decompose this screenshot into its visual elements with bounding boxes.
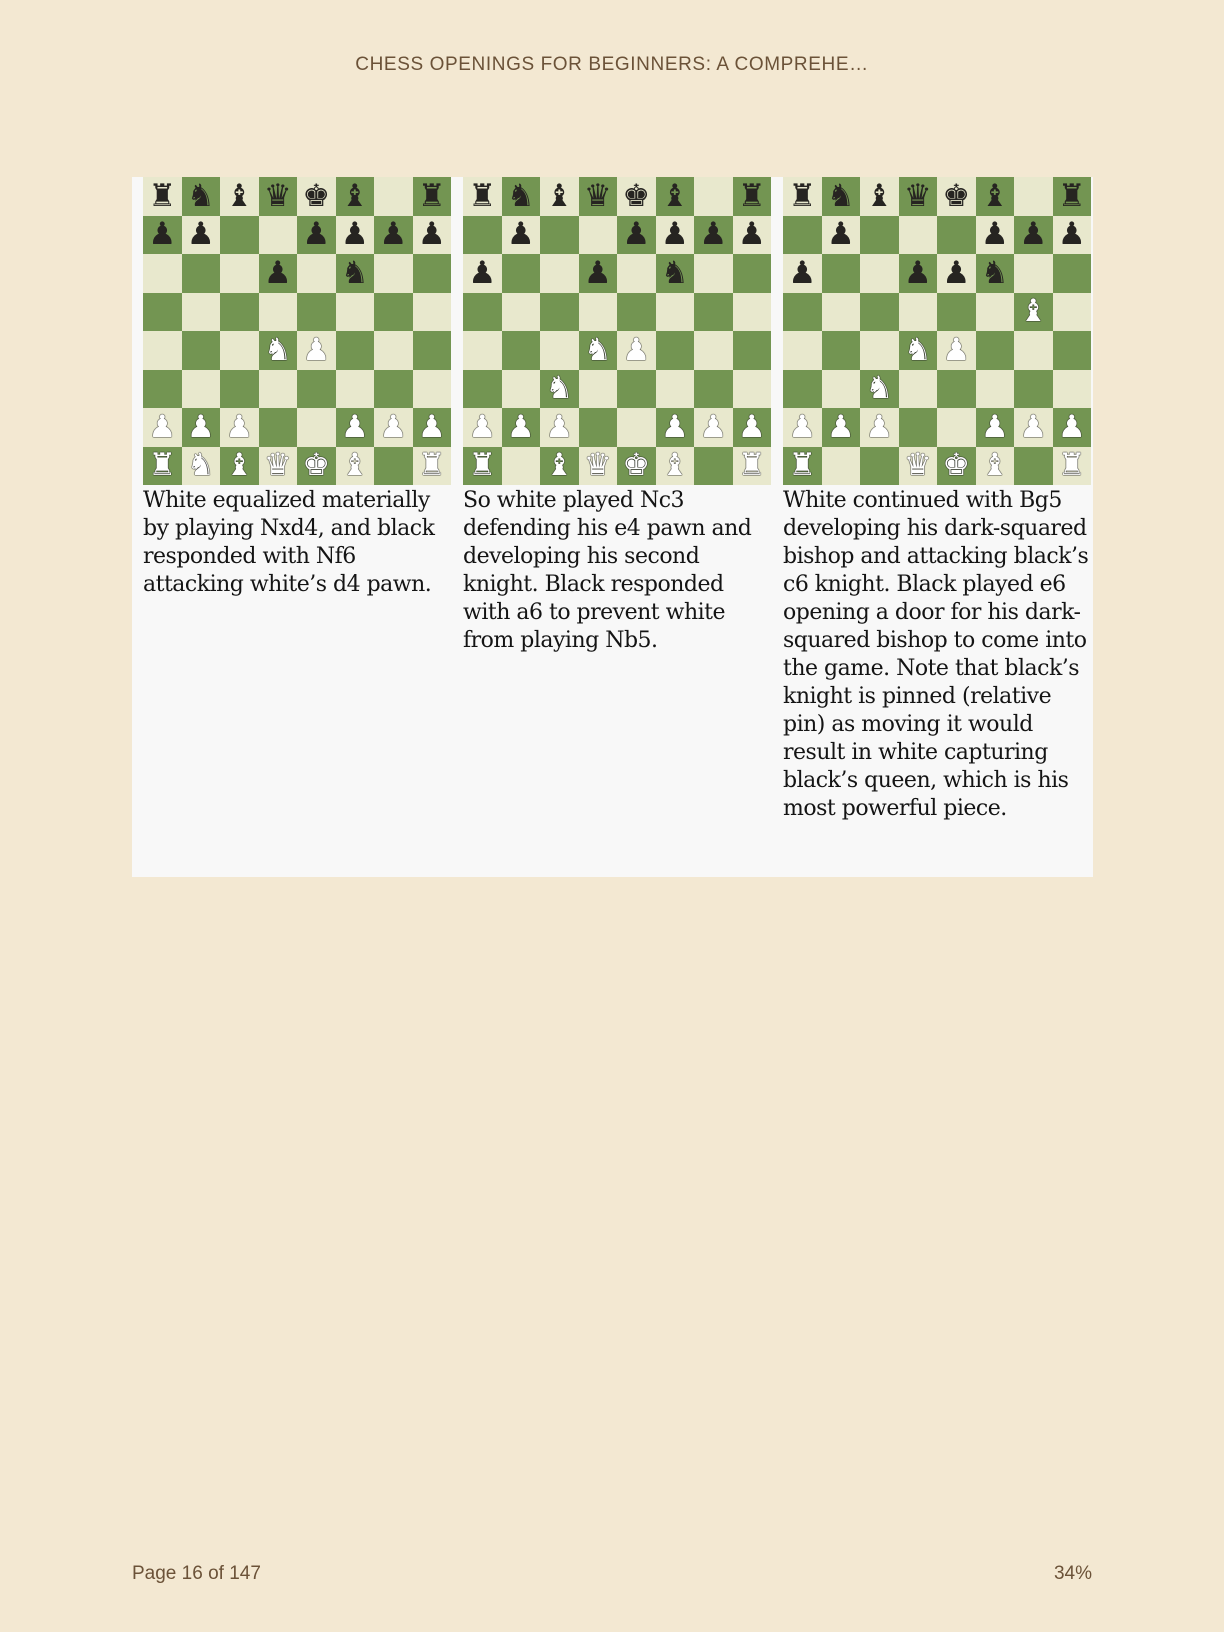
- black-pawn-icon: ♟: [822, 216, 861, 255]
- white-pawn-icon: ♟: [297, 331, 336, 370]
- white-rook-icon: ♜: [783, 447, 822, 486]
- square-a7: [463, 216, 502, 255]
- square-a5: [783, 293, 822, 332]
- square-g4: [1014, 331, 1053, 370]
- square-f4: [656, 331, 695, 370]
- square-e6: [297, 254, 336, 293]
- square-h5: [413, 293, 452, 332]
- white-bishop-icon: ♝: [336, 447, 375, 486]
- white-bishop-icon: ♝: [540, 447, 579, 486]
- chess-board-1: [143, 177, 451, 485]
- white-rook-icon: ♜: [733, 447, 772, 486]
- square-e7: [937, 216, 976, 255]
- white-rook-icon: ♜: [1053, 447, 1092, 486]
- square-b5: [822, 293, 861, 332]
- square-f5: [976, 293, 1015, 332]
- square-a6: [143, 254, 182, 293]
- white-bishop-icon: ♝: [1014, 293, 1053, 332]
- black-queen-icon: ♛: [899, 177, 938, 216]
- white-pawn-icon: ♟: [976, 408, 1015, 447]
- black-pawn-icon: ♟: [899, 254, 938, 293]
- black-pawn-icon: ♟: [259, 254, 298, 293]
- square-c6: [860, 254, 899, 293]
- white-knight-icon: ♞: [540, 370, 579, 409]
- black-rook-icon: ♜: [783, 177, 822, 216]
- black-rook-icon: ♜: [733, 177, 772, 216]
- square-g6: [694, 254, 733, 293]
- black-knight-icon: ♞: [502, 177, 541, 216]
- square-c4: [220, 331, 259, 370]
- black-pawn-icon: ♟: [374, 216, 413, 255]
- diagram-caption-1: White equalized materially by playing Nxd4, and black responded with Nf6 attacking white’s d4 pawn.: [143, 488, 435, 597]
- square-h4: [733, 331, 772, 370]
- black-pawn-icon: ♟: [502, 216, 541, 255]
- square-e5: [937, 293, 976, 332]
- square-f3: [976, 370, 1015, 409]
- diagram-column-2: [463, 177, 773, 655]
- white-pawn-icon: ♟: [860, 408, 899, 447]
- black-bishop-icon: ♝: [220, 177, 259, 216]
- square-d7: [259, 216, 298, 255]
- diagram-caption-2: So white played Nc3 defending his e4 pawn and developing his second knight. Black responded with a6 to prevent white from playing Nb5.: [463, 488, 752, 653]
- chess-board-2: [463, 177, 771, 485]
- square-b3: [822, 370, 861, 409]
- page-indicator: Page 16 of 147: [132, 1563, 261, 1584]
- diagram-column-1: [143, 177, 453, 599]
- square-b4: [182, 331, 221, 370]
- white-king-icon: ♚: [297, 447, 336, 486]
- square-g1: [694, 447, 733, 486]
- book-title: CHESS OPENINGS FOR BEGINNERS: A COMPREHE…: [355, 54, 869, 75]
- white-bishop-icon: ♝: [656, 447, 695, 486]
- square-d7: [579, 216, 618, 255]
- square-e3: [617, 370, 656, 409]
- square-c7: [540, 216, 579, 255]
- square-g5: [694, 293, 733, 332]
- square-g4: [694, 331, 733, 370]
- white-rook-icon: ♜: [463, 447, 502, 486]
- square-d5: [579, 293, 618, 332]
- square-h4: [1053, 331, 1092, 370]
- black-bishop-icon: ♝: [656, 177, 695, 216]
- white-pawn-icon: ♟: [540, 408, 579, 447]
- white-pawn-icon: ♟: [694, 408, 733, 447]
- square-g6: [374, 254, 413, 293]
- square-c1: [860, 447, 899, 486]
- black-bishop-icon: ♝: [336, 177, 375, 216]
- white-knight-icon: ♞: [860, 370, 899, 409]
- black-pawn-icon: ♟: [733, 216, 772, 255]
- white-knight-icon: ♞: [579, 331, 618, 370]
- square-b6: [822, 254, 861, 293]
- square-f5: [656, 293, 695, 332]
- white-pawn-icon: ♟: [413, 408, 452, 447]
- square-b3: [502, 370, 541, 409]
- square-b6: [182, 254, 221, 293]
- square-c3: [220, 370, 259, 409]
- square-g5: [374, 293, 413, 332]
- white-king-icon: ♚: [617, 447, 656, 486]
- white-pawn-icon: ♟: [374, 408, 413, 447]
- diagram-caption-3: White continued with Bg5 developing his dark-squared bishop and attacking black’s c6 knight. Black played e6 opening a door for his dark-squared bishop to come into the game. Note that black’s knight is pinned (relative pin) as moving it would result in white capturing black’s queen, which is his most powerful piece.: [783, 488, 1089, 821]
- white-bishop-icon: ♝: [976, 447, 1015, 486]
- square-e6: [617, 254, 656, 293]
- square-a4: [143, 331, 182, 370]
- square-b1: [822, 447, 861, 486]
- black-queen-icon: ♛: [259, 177, 298, 216]
- white-queen-icon: ♛: [899, 447, 938, 486]
- black-pawn-icon: ♟: [143, 216, 182, 255]
- black-king-icon: ♚: [617, 177, 656, 216]
- black-rook-icon: ♜: [413, 177, 452, 216]
- square-e5: [617, 293, 656, 332]
- white-knight-icon: ♞: [182, 447, 221, 486]
- white-pawn-icon: ♟: [463, 408, 502, 447]
- white-knight-icon: ♞: [259, 331, 298, 370]
- square-d2: [899, 408, 938, 447]
- square-d5: [259, 293, 298, 332]
- black-rook-icon: ♜: [463, 177, 502, 216]
- square-e5: [297, 293, 336, 332]
- black-queen-icon: ♛: [579, 177, 618, 216]
- square-c7: [220, 216, 259, 255]
- square-b6: [502, 254, 541, 293]
- square-h4: [413, 331, 452, 370]
- white-queen-icon: ♛: [579, 447, 618, 486]
- white-king-icon: ♚: [937, 447, 976, 486]
- square-a7: [783, 216, 822, 255]
- square-e2: [617, 408, 656, 447]
- chess-board-3: [783, 177, 1091, 485]
- black-pawn-icon: ♟: [937, 254, 976, 293]
- white-pawn-icon: ♟: [937, 331, 976, 370]
- reading-progress: 34%: [1053, 1563, 1092, 1584]
- square-c5: [220, 293, 259, 332]
- white-pawn-icon: ♟: [182, 408, 221, 447]
- square-c6: [220, 254, 259, 293]
- square-b1: [502, 447, 541, 486]
- black-king-icon: ♚: [297, 177, 336, 216]
- square-e2: [937, 408, 976, 447]
- square-a3: [463, 370, 502, 409]
- black-knight-icon: ♞: [182, 177, 221, 216]
- white-pawn-icon: ♟: [656, 408, 695, 447]
- square-d2: [579, 408, 618, 447]
- square-b5: [502, 293, 541, 332]
- square-f3: [336, 370, 375, 409]
- black-pawn-icon: ♟: [783, 254, 822, 293]
- black-pawn-icon: ♟: [694, 216, 733, 255]
- square-g1: [1014, 447, 1053, 486]
- square-f4: [336, 331, 375, 370]
- square-c6: [540, 254, 579, 293]
- white-bishop-icon: ♝: [220, 447, 259, 486]
- black-pawn-icon: ♟: [413, 216, 452, 255]
- black-pawn-icon: ♟: [297, 216, 336, 255]
- square-g3: [694, 370, 733, 409]
- black-bishop-icon: ♝: [976, 177, 1015, 216]
- white-pawn-icon: ♟: [502, 408, 541, 447]
- black-pawn-icon: ♟: [976, 216, 1015, 255]
- square-b3: [182, 370, 221, 409]
- black-pawn-icon: ♟: [1014, 216, 1053, 255]
- square-g6: [1014, 254, 1053, 293]
- square-c4: [860, 331, 899, 370]
- white-pawn-icon: ♟: [783, 408, 822, 447]
- square-g8: [374, 177, 413, 216]
- square-h6: [1053, 254, 1092, 293]
- square-d3: [259, 370, 298, 409]
- square-g4: [374, 331, 413, 370]
- black-rook-icon: ♜: [143, 177, 182, 216]
- square-d5: [899, 293, 938, 332]
- square-a5: [463, 293, 502, 332]
- white-pawn-icon: ♟: [220, 408, 259, 447]
- square-f3: [656, 370, 695, 409]
- black-rook-icon: ♜: [1053, 177, 1092, 216]
- square-a4: [463, 331, 502, 370]
- square-h5: [733, 293, 772, 332]
- square-a3: [783, 370, 822, 409]
- white-knight-icon: ♞: [899, 331, 938, 370]
- white-pawn-icon: ♟: [822, 408, 861, 447]
- white-rook-icon: ♜: [413, 447, 452, 486]
- square-g3: [1014, 370, 1053, 409]
- black-knight-icon: ♞: [656, 254, 695, 293]
- white-rook-icon: ♜: [143, 447, 182, 486]
- square-d2: [259, 408, 298, 447]
- square-c5: [540, 293, 579, 332]
- square-e3: [297, 370, 336, 409]
- square-h3: [1053, 370, 1092, 409]
- white-queen-icon: ♛: [259, 447, 298, 486]
- black-pawn-icon: ♟: [336, 216, 375, 255]
- diagram-column-3: [783, 177, 1093, 823]
- square-h5: [1053, 293, 1092, 332]
- white-pawn-icon: ♟: [617, 331, 656, 370]
- square-e3: [937, 370, 976, 409]
- square-f4: [976, 331, 1015, 370]
- square-a4: [783, 331, 822, 370]
- square-b4: [502, 331, 541, 370]
- square-g8: [1014, 177, 1053, 216]
- black-knight-icon: ♞: [336, 254, 375, 293]
- black-pawn-icon: ♟: [463, 254, 502, 293]
- black-pawn-icon: ♟: [579, 254, 618, 293]
- square-d3: [899, 370, 938, 409]
- white-pawn-icon: ♟: [336, 408, 375, 447]
- square-f5: [336, 293, 375, 332]
- black-knight-icon: ♞: [976, 254, 1015, 293]
- square-h6: [733, 254, 772, 293]
- square-b4: [822, 331, 861, 370]
- white-pawn-icon: ♟: [143, 408, 182, 447]
- square-g3: [374, 370, 413, 409]
- white-pawn-icon: ♟: [1053, 408, 1092, 447]
- black-bishop-icon: ♝: [860, 177, 899, 216]
- square-g8: [694, 177, 733, 216]
- square-d7: [899, 216, 938, 255]
- black-pawn-icon: ♟: [656, 216, 695, 255]
- black-knight-icon: ♞: [822, 177, 861, 216]
- square-a3: [143, 370, 182, 409]
- white-pawn-icon: ♟: [1014, 408, 1053, 447]
- square-c5: [860, 293, 899, 332]
- black-pawn-icon: ♟: [617, 216, 656, 255]
- square-b5: [182, 293, 221, 332]
- content-panel: [132, 177, 1093, 877]
- square-c4: [540, 331, 579, 370]
- black-pawn-icon: ♟: [182, 216, 221, 255]
- black-king-icon: ♚: [937, 177, 976, 216]
- square-g1: [374, 447, 413, 486]
- black-bishop-icon: ♝: [540, 177, 579, 216]
- black-pawn-icon: ♟: [1053, 216, 1092, 255]
- white-pawn-icon: ♟: [733, 408, 772, 447]
- square-e2: [297, 408, 336, 447]
- square-h3: [733, 370, 772, 409]
- square-a5: [143, 293, 182, 332]
- square-h3: [413, 370, 452, 409]
- square-h6: [413, 254, 452, 293]
- square-c7: [860, 216, 899, 255]
- square-d3: [579, 370, 618, 409]
